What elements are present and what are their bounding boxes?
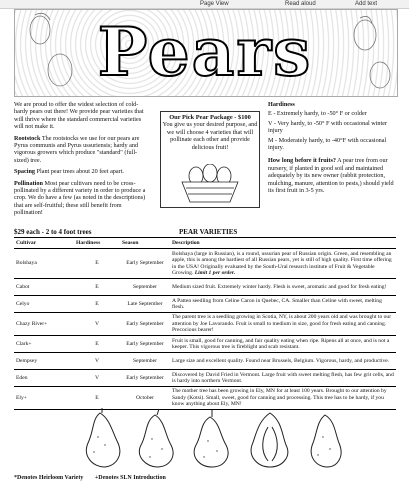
rootstock-paragraph	[14, 135, 150, 165]
sln-note: +Denotes SLN Introduction	[94, 475, 166, 481]
cultivar-cell: Eden	[14, 370, 74, 387]
header-season: Season	[120, 238, 170, 249]
description-cell	[170, 249, 396, 279]
spacing-paragraph	[14, 168, 150, 175]
season-cell: Early September	[120, 249, 170, 279]
fruit-text: A pear tree from our nursery, if planted in good soil and maintained adequately by its new owner (rabbit protection, mulching, manure, attention to pests,) should yield its first fruit in 3-5 yrs.	[268, 157, 394, 195]
season-cell: October	[120, 387, 170, 410]
spacing-text: Plant pear trees about 20 feet apart.	[36, 168, 124, 176]
varieties-table	[14, 237, 396, 410]
fruit-paragraph	[268, 157, 396, 194]
hardiness-cell: E	[74, 249, 120, 279]
pollination-paragraph	[14, 180, 150, 217]
description-cell: Medium sized fruit. Extremely winter hardy. Flesh is sweet, aromatic and good for fresh eating!	[170, 279, 396, 296]
cultivar-cell: Chazy River+	[14, 313, 74, 336]
package-title: Our Pick Pear Package - $100	[169, 114, 251, 121]
banner-title: Pears	[97, 13, 313, 91]
hardiness-cell: V	[74, 353, 120, 370]
reader-toolbar	[0, 0, 409, 9]
price-line: $29 each - 2 to 4 foot trees	[14, 228, 92, 236]
fruit-label: How long before it fruits?	[268, 157, 336, 165]
catalog-page	[0, 9, 409, 480]
cultivar-cell: Celyo	[14, 296, 74, 313]
description-cell: Discovered by David Fried in Vermont. Large fruit with sweet melting flesh, has few grit cells, and is hardy into northern Vermont.	[170, 370, 396, 387]
season-cell: Late September	[120, 296, 170, 313]
pollination-text: Most pear cultivars need to be cross-pollinated by a different variety in order to produce a crop. We do have a few (as noted in the descriptions) that are self-fruitful; these still benefit from pollination!	[14, 179, 146, 217]
pollination-label: Pollination	[14, 179, 43, 187]
table-row	[14, 279, 396, 296]
hardiness-cell: E	[74, 387, 120, 410]
hardiness-cell: E	[74, 279, 120, 296]
hardiness-cell: V	[74, 370, 120, 387]
header-cultivar: Cultivar	[14, 238, 74, 249]
spacing-label: Spacing	[14, 168, 35, 176]
header-description: Description	[170, 238, 396, 249]
pear-package-box	[160, 111, 260, 208]
description-cell: Fruit is small, good for canning, and fair quality eating when ripe. Ripens all at once, and is not a keeper. This vigorous tree is fireblight and scab resistant.	[170, 336, 396, 353]
header-hardiness: Hardiness	[74, 238, 120, 249]
hardiness-cell: E	[74, 336, 120, 353]
season-cell: Early September	[120, 370, 170, 387]
section-title: PEAR VARIETIES	[179, 228, 238, 236]
rootstock-text: The rootstocks we use for our pears are Pyrus communis and Pyrus ussuriensis; hardy and vigorous growers which produce "standard" (full-sized) tree.	[14, 134, 140, 164]
hardiness-cell: V	[74, 313, 120, 336]
season-cell: Early September	[120, 336, 170, 353]
cultivar-cell: Ely+	[14, 387, 74, 410]
description-cell: Large size and excellent quality. Found near Brussels, Belgium. Vigorous, hardy, and productive.	[170, 353, 396, 370]
table-row	[14, 336, 396, 353]
title-banner	[14, 9, 398, 97]
cultivar-cell: Dempsey	[14, 353, 74, 370]
description-cell: The parent tree is a seedling growing in Scotia, NY, is about 200 years old and was brought to our attention by Joe Lavorando. Fruit is small to medium in size, good for fresh eating and canning. Precocious bearer!	[170, 313, 396, 336]
cultivar-cell: Cabot	[14, 279, 74, 296]
description-note: Limit 1 per order.	[194, 269, 236, 276]
table-row	[14, 370, 396, 387]
pear-drawings-illustration	[80, 407, 350, 469]
rootstock-label: Rootstock	[14, 134, 41, 142]
season-cell: September	[120, 353, 170, 370]
description-cell: A Patten seedling from Celine Caron in Quebec, CA. Smaller than Celine with sweet, melting flesh.	[170, 296, 396, 313]
read-aloud-button[interactable]: Read aloud	[285, 1, 316, 7]
package-text: You give us your desired purpose, and we will choose 4 varieties that will pollinate each other and provide delicious fruit!	[162, 121, 258, 151]
footer-legend	[14, 475, 396, 481]
welcome-text: We are proud to offer the widest selection of cold-hardy pears out there! We provide pear varieties that will thrive where the standard commercial varieties will not make it.	[14, 101, 144, 131]
table-row	[14, 249, 396, 279]
intro-column	[14, 101, 150, 221]
hardiness-m: M - Moderately hardy, to -40°F with occasional injury.	[268, 136, 387, 152]
hardiness-title: Hardiness	[268, 101, 295, 108]
pear-basket-icon	[178, 164, 242, 204]
hardiness-v: V - Very hardy, to -50° F with occasional winter injury	[268, 119, 388, 135]
add-text-button[interactable]: Add text	[355, 1, 378, 7]
table-header-row	[14, 238, 396, 249]
hardiness-e: E - Extremely hardy, to -50° F or colder	[268, 110, 367, 118]
hardiness-cell: E	[74, 296, 120, 313]
description-cell: The mother tree has been growing in Ely, MN for at least 100 years. Brought to our attention by Sandy (Kotsi). Small, sweet, good for canning and processing. This tree has to be hardy, if you know anything about Ely, MN!	[170, 387, 396, 410]
season-cell: Early September	[120, 313, 170, 336]
cultivar-cell: Clark+	[14, 336, 74, 353]
table-row	[14, 353, 396, 370]
table-row	[14, 313, 396, 336]
season-cell: September	[120, 279, 170, 296]
description-text: Bolshaya (large in Russian), is a round, ussurian pear of Russian origin. Green, and resembling an apple, this is among the hardiest of all Russian pears, yet is still of high quality. First time offering in the USA! Originally evaluated by the South-Ural research institute of Fruit & Vegetable Growing.	[172, 250, 392, 276]
heirloom-note: *Denotes Heirloom Variety	[14, 475, 84, 481]
hardiness-column	[268, 101, 396, 196]
table-row	[14, 296, 396, 313]
cultivar-cell: Bolshaya	[14, 249, 74, 279]
page-view-button[interactable]: Page View	[200, 1, 229, 7]
